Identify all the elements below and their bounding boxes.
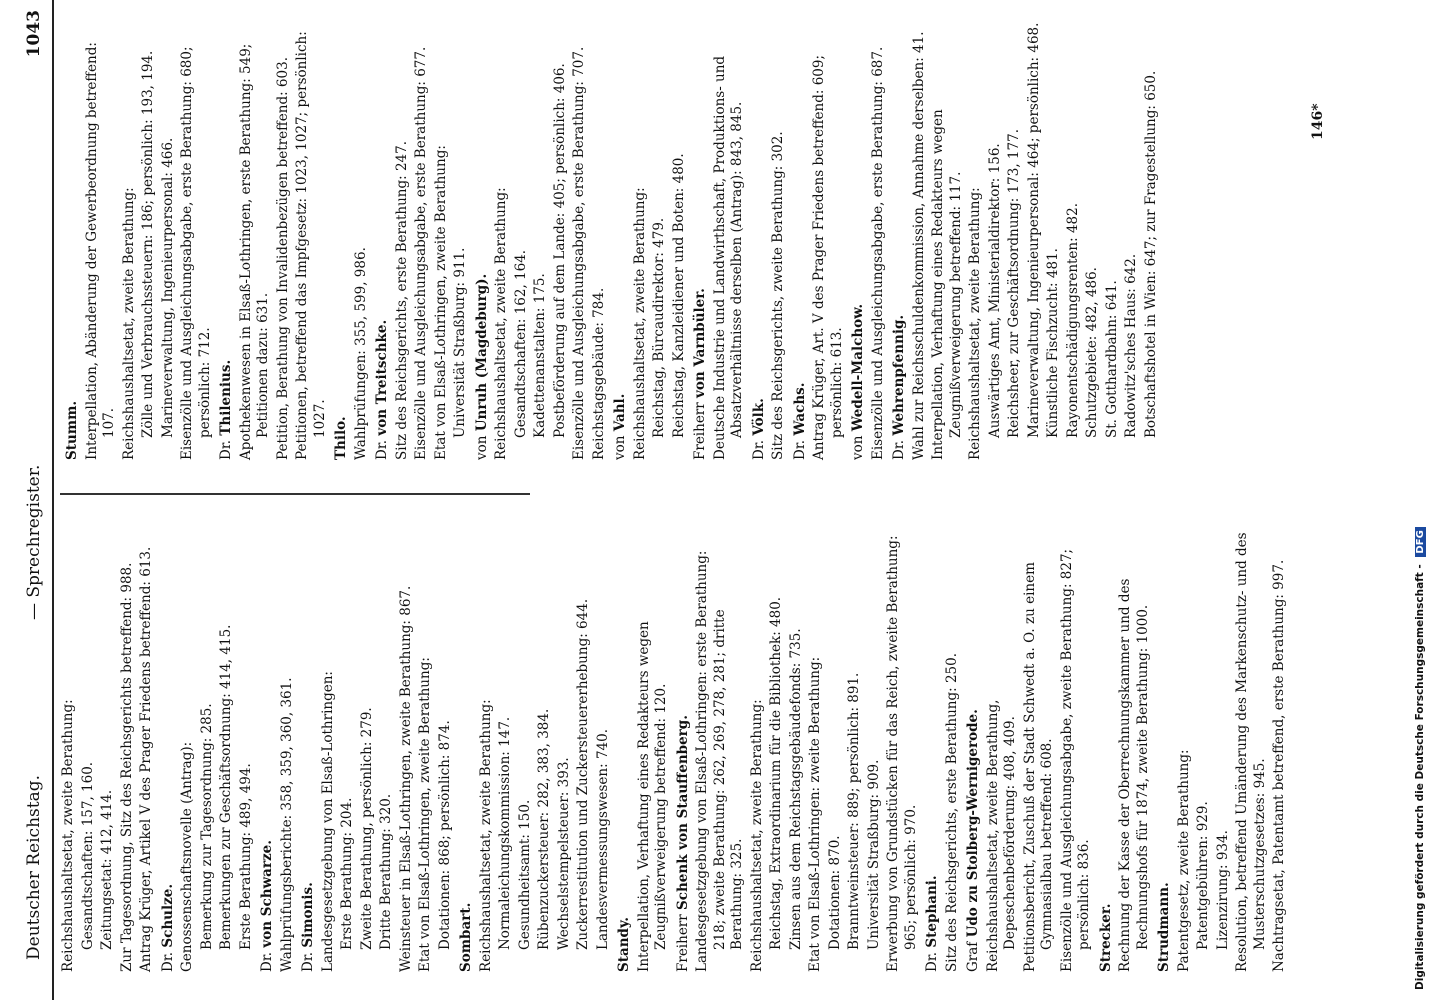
speaker-name: Strecker. [1097,903,1114,972]
speaker-heading [1098,532,1116,972]
speaker-heading [924,532,942,972]
sub-entry: Universität Straßburg: 911. [452,247,468,438]
speaker-heading [458,532,476,972]
speaker-heading [792,10,810,460]
sub-entry: Auswärtiges Amt, Ministerialdirektor: 156. [986,143,1003,438]
topic-entry: Reichshaushaltsetat, zweite Berathung: [477,699,494,972]
topic-entry: Sitz des Reichsgerichts, erste Berathung: 250. [943,652,960,972]
sub-entry: Zweite Berathung, persönlich: 279. [358,707,375,950]
speaker-name: Schenk von Stauffenberg. [674,715,691,910]
speaker-name: Wehrenpfennig. [891,314,907,436]
topic-entry: Resolution, betreffend Umänderung des Markenschutz- und des Musterschutzgesetzes: 945. [1234,532,1268,972]
speaker-prefix: Freiherr [674,914,691,972]
topic-entry: Wahl zur Reichsschuldenkommission, Annahme derselben: 41. [910,31,927,460]
speaker-heading [160,532,178,972]
speaker-heading [333,10,351,460]
sub-entry: Marineverwaltung, Ingenieurpersonal: 466. [159,137,176,438]
speaker-name: Stephani. [924,875,940,948]
speaker-heading [675,532,693,972]
header-rule [52,0,54,1000]
topic-entry: Eisenzölle und Ausgleichungsabgabe, erste Berathung: 707. [571,46,587,460]
speaker-name: Thilo. [333,416,349,460]
sub-entry: Reichstag, Bürcaudirektor: 479. [651,217,667,438]
speaker-heading [374,10,392,460]
topic-entry: Reichshaushaltsetat, zweite Berathung: [631,187,648,460]
topic-entry: Reichstagsgebäude: 784. [590,287,607,460]
topic-entry: Antrag Krüger, Artikel V des Prager Friedens betreffend: 613. [138,546,154,972]
topic-entry: Interpellation, Verhaftung eines Redakteurs wegen Zeugnißverweigerung betreffend: 117. [930,109,964,460]
speaker-prefix: Dr. [374,439,390,460]
sub-entry: Zuckerrestitution und Zuckersteuererhebung: 644. [575,598,591,950]
topic-entry: Etat von Elsaß-Lothringen: zweite Berathung: [807,656,823,972]
speaker-heading [300,532,318,972]
topic-entry: Petitionen, betreffend das Impfgesetz: 1023, 1027; persönlich: 1027. [294,31,328,460]
speaker-heading [616,532,634,972]
sub-entry: Schutzgebiete: 482, 486. [1084,267,1100,438]
speaker-heading [1156,532,1174,972]
topic-entry: Wahlprüfungsberichte: 358, 359, 360, 361. [278,677,295,972]
topic-entry: Patentgesetz, zweite Berathung: [1175,749,1192,972]
sub-entry: Gesandtschaften: 162, 164. [512,249,529,438]
topic-entry: Reichshaushaltsetat, zweite Berathung: [60,699,76,972]
sub-entry: Zölle und Verbrauchssteuern: 186; persönlich: 193, 194. [140,50,156,438]
speaker-heading [965,532,983,972]
sub-entry: St. Gotthardbahn: 641. [1103,280,1120,438]
topic-entry: Interpellation, Abänderung der Gewerbeordnung betreffend: 107. [83,42,117,460]
speaker-prefix: von [850,435,866,460]
topic-entry: Interpellation, Verhaftung eines Redakteurs wegen Zeugnißverweigerung betreffend: 120. [635,621,669,972]
speaker-heading [64,10,82,460]
column-divider [60,494,530,496]
topic-entry: Reichshaushaltsetat, zweite Berathung: [120,187,137,460]
speaker-heading [850,10,868,460]
sub-entry: Reichstag, Extraordinarium für die Bibliothek: 480. [768,596,784,950]
speaker-prefix: Dr. [300,951,316,972]
speaker-heading [259,532,277,972]
topic-entry: Sitz des Reichsgerichts, zweite Berathung: 302. [770,131,786,460]
funding-note [1414,527,1426,990]
topic-entry: Genossenschaftsnovelle (Antrag): [179,741,195,972]
sub-entry: Bemerkungen zur Geschäftsordnung: 414, 415. [218,624,234,950]
sub-entry: Gesandtschaften: 157, 160. [79,761,96,950]
sub-entry: Normaleichungskommission: 147. [497,716,513,950]
speaker-name: Schulze. [159,883,176,948]
speaker-prefix: Dr. [159,951,176,972]
topic-entry: Zur Tagesordnung, Sitz des Reichsgerichts betreffend: 988. [118,562,135,972]
sub-entry: Dotationen: 868; persönlich: 874. [436,720,453,950]
speaker-heading [474,10,492,460]
speaker-name: Standy. [616,917,632,972]
topic-entry: Antrag Krüger, Art. V des Prager Friedens betreffend: 609; persönlich: 613. [811,54,845,460]
dfg-logo: DFG [1415,527,1426,556]
sub-entry: Universität Straßburg: 909. [865,759,882,950]
speaker-heading [692,10,710,460]
speaker-name: Simonis. [300,882,316,948]
speaker-name: Völk. [750,398,767,436]
speaker-heading [218,10,236,460]
topic-entry: Eisenzölle und Ausgleichungsabgabe, erste Berathung: 680; persönlich: 712. [179,46,213,460]
speaker-name: Wachs. [791,382,808,436]
sub-entry: Zinsen aus dem Reichstagsgebäudefonds: 735. [787,628,804,950]
page-number: 1043 [24,10,44,58]
speaker-prefix: Graf [965,941,981,972]
speaker-name: von Treitschke. [374,319,390,436]
sub-entry: Wechselstempelsteuer: 393. [555,757,572,950]
topic-entry: Sitz des Reichsgerichts, erste Berathung: 247. [393,140,410,460]
topic-entry: Petition, Berathung von Invalidenbezügen betreffend: 603. [274,57,291,460]
sub-entry: Bemerkung zur Tagesordnung: 285. [198,703,215,950]
topic-entry: Rechnung der Kasse der Oberrechnungskammer und des Rechnungshofs für 1874, zweite Berathung: 1000. [1117,578,1151,972]
speaker-prefix: von [473,435,490,460]
speaker-heading [612,10,630,460]
sub-entry: Erste Berathung: 204. [339,797,355,950]
sub-entry: Zeitungsetat: 412, 414. [99,789,115,950]
speaker-prefix: Dr. [259,951,275,972]
running-head [10,0,50,1000]
topic-entry: Deutsche Industrie und Landwirthschaft, Produktions- und Absatzverhältnisse derselben (Antrag): 843, 845. [711,55,745,460]
speaker-name: Stumm. [64,400,80,460]
topic-entry: Weinsteuer in Elsaß-Lothringen, zweite Berathung: 867. [397,585,414,972]
speaker-prefix: von [612,435,628,460]
topic-entry: Reichshaushaltsetat, zweite Berathung: [967,187,983,460]
sidebar-note-strip [1412,0,1432,1000]
topic-entry: Etat von Elsaß-Lothringen, zweite Berathung: [417,657,433,972]
topic-entry: Reichshaushaltsetat, zweite Berathung, Depeschenbeförderung: 408, 409. [984,699,1018,972]
sub-entry: Erste Berathung: 489, 494. [237,763,254,950]
left-column [60,532,1291,972]
sub-entry: Künstliche Fischzucht: 481. [1045,248,1061,438]
speaker-name: Wedell-Malchow. [850,303,866,432]
sub-entry: Gesundheitsamt: 150. [516,799,533,950]
topic-entry: Petitionsbericht, Zuschuß der Stadt Schwedt a. O. zu einem Gymnasialbau betreffend: 608. [1021,562,1055,972]
speaker-name: Udo zu Stolberg-Wernigerode. [965,709,981,938]
topic-entry: Eisenzölle und Ausgleichungsabgabe, zweite Berathung: 827; persönlich: 836. [1058,548,1092,972]
right-column [60,10,1162,460]
speaker-prefix: Dr. [750,439,767,460]
topic-entry: Landesgesetzgebung von Elsaß-Lothringen: [319,671,336,972]
topic-entry: Landesgesetzgebung von Elsaß-Lothringen: erste Berathung: 218; zweite Berathung: 262, 269, 278, 281; dritte Berathung: 325. [694,550,745,972]
sub-entry: Reichsheer, zur Geschäftsordnung: 173, 177. [1006,129,1022,438]
speaker-prefix: Dr. [891,439,907,460]
running-head-left: Deutscher Reichstag. [24,775,44,960]
sub-entry: Postbeförderung auf dem Lande: 405; persönlich: 406. [551,63,568,438]
running-head-center: — Sprechregister. [24,464,44,620]
sub-entry: Radowitz'sches Haus: 642. [1123,253,1139,438]
topic-entry: Reichshaushaltsetat, zweite Berathung: [493,187,509,460]
sub-entry: Reichstag, Kanzleidiener und Boten: 480. [670,153,687,438]
speaker-name: Sombart. [458,902,474,972]
speaker-prefix: Dr. [218,439,234,460]
funding-note-text: Digitalisierung gefördert durch die Deutsche Forschungsgemeinschaft - [1414,564,1426,990]
topic-entry: Nachtragsetat, Patentamt betreffend, erste Berathung: 997. [1271,559,1287,972]
sub-entry: Dotationen: 870. [826,835,843,950]
speaker-name: von Varnbüler. [692,288,708,398]
speaker-prefix: Dr. [924,951,940,972]
speaker-name: von Schwarze. [259,840,275,948]
sub-entry: Marineverwaltung, Ingenieurpersonal: 464; persönlich: 468. [1025,22,1042,438]
sub-entry: Kadettenanstalten: 175. [532,273,548,438]
topic-entry: Erwerbung von Grundstücken für das Reich, zweite Berathung: 965; persönlich: 970. [885,535,919,972]
sub-entry: Landesvermessungswesen: 740. [594,729,611,950]
topic-entry: Reichshaushaltsetat, zweite Berathung: [748,699,765,972]
sub-entry: Dritte Berathung: 320. [378,793,394,950]
signature-mark: 146* [1310,103,1326,140]
speaker-heading [891,10,909,460]
sub-entry: Rübenzuckersteuer: 282, 383, 384. [536,708,552,950]
sub-entry: Rayonentschädigungsrenten: 482. [1064,202,1081,438]
speaker-name: Thilenius. [218,359,234,436]
speaker-prefix: Freiherr [692,402,708,460]
topic-entry: Etat von Elsaß-Lothringen, zweite Berathung: [432,145,449,460]
topic-entry: Apothekenwesen in Elsaß-Lothringen, erste Berathung: 549; Petitionen dazu: 631. [237,43,271,460]
speaker-name: Unruh (Magdeburg). [473,273,490,432]
sub-entry: Botschaftshotel in Wien: 647; zur Fragestellung: 650. [1142,70,1159,438]
speaker-name: Vahl. [612,393,628,432]
sub-entry: Lizenzirung: 934. [1214,830,1231,950]
speaker-name: Strudmann. [1156,882,1172,972]
speaker-heading [751,10,769,460]
topic-entry: Wahlprüfungen: 355, 599, 986. [352,247,369,460]
sub-entry: Patentgebühren: 929. [1195,801,1211,950]
sub-entry: Branntweinsteuer: 889; persönlich: 891. [846,672,862,950]
speaker-prefix: Dr. [791,439,808,460]
topic-entry: Eisenzölle und Ausgleichungsabgabe, erste Berathung: 687. [869,46,886,460]
topic-entry: Eisenzölle und Ausgleichungsabgabe, erste Berathung: 677. [413,46,429,460]
